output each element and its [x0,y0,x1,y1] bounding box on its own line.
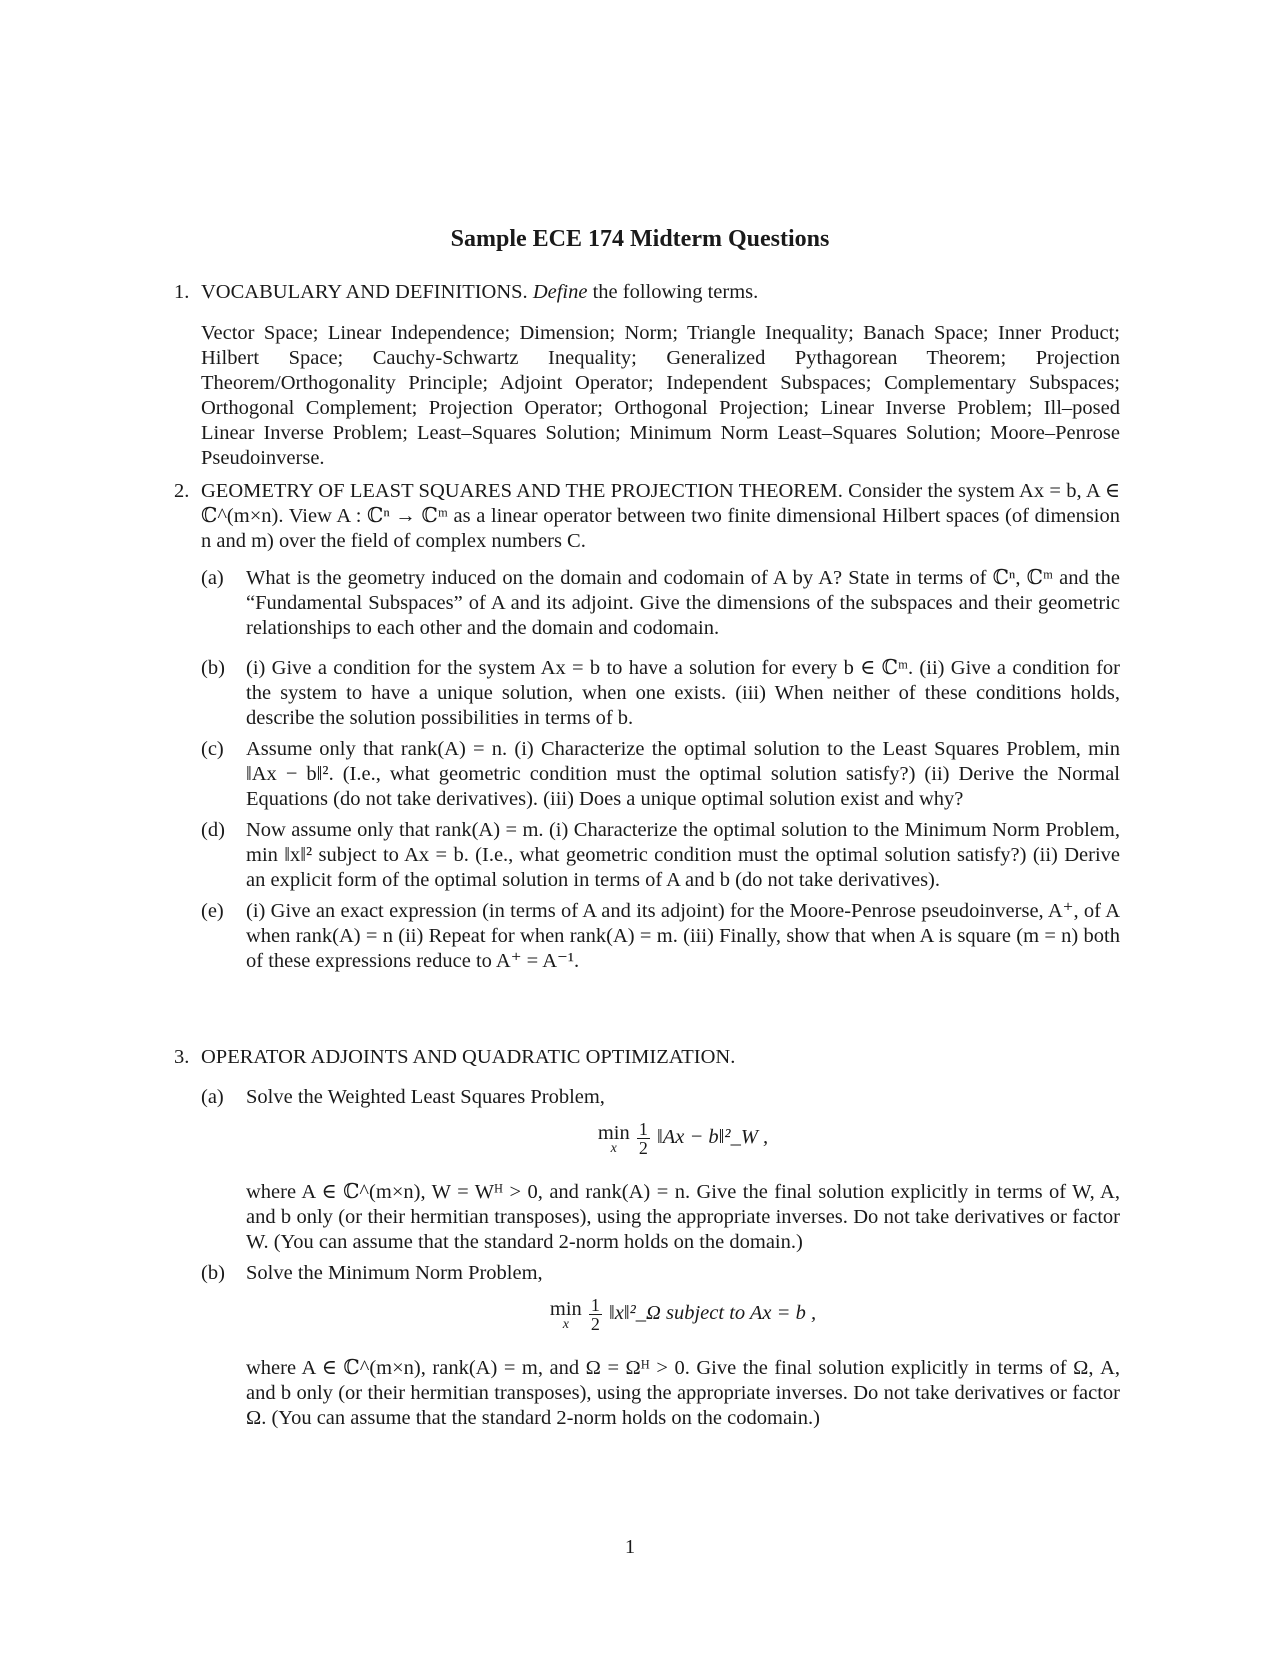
part-text: where A ∈ ℂ^(m×n), W = Wᴴ > 0, and rank(A) = n. Give the final solution explicitly in terms of W, A, and b only (or their hermitian transposes), using the appropriate inverses. Do not take derivatives or factor W. (You can assume that the standard 2-norm holds on the domain.) [246,1181,1120,1253]
question-intro: GEOMETRY OF LEAST SQUARES AND THE PROJECTION THEOREM. Consider the system Ax = b, A ∈ ℂ^(m×n). View A : ℂⁿ → ℂᵐ as a linear operator between two finite dimensional Hilbert spaces (of dimension n and m) over the field of complex numbers C. [201,480,1120,552]
part-a [201,1085,1120,1255]
weighted-least-squares-equation: min x $\frac{1}{2}$ ‖Ax − b‖²_W , [597,1119,769,1158]
question-number: 1. [174,281,190,303]
part-label: (d) [201,819,225,841]
question-2 [174,479,1120,974]
part-a [201,566,1120,641]
part-text: Assume only that rank(A) = n. (i) Characterize the optimal solution to the Least Squares Problem, min ‖Ax − b‖². (I.e., what geometric condition must the optimal solution satisfy?) (ii) Derive the Normal Equations (do not take derivatives). (iii) Does a unique optimal solution exist and why? [246,738,1120,810]
part-label: (c) [201,738,224,760]
part-label: (b) [201,1262,225,1284]
part-text: (i) Give a condition for the system Ax = b to have a solution for every b ∈ ℂᵐ. (ii) Give a condition for the system to have a unique solution, when one exists. (iii) When neither of these conditions holds, describe the solution possibilities in terms of b. [246,657,1120,729]
page-title: Sample ECE 174 Midterm Questions [450,226,830,252]
question-heading: VOCABULARY AND DEFINITIONS. Define the following terms. [201,281,759,303]
question-number: 3. [174,1046,190,1068]
part-label: (b) [201,657,225,679]
part-label: (a) [201,1086,224,1108]
part-label: (a) [201,567,224,589]
part-e [201,899,1120,974]
part-label: (e) [201,900,224,922]
part-text: (i) Give an exact expression (in terms of A and its adjoint) for the Moore-Penrose pseudoinverse, A⁺, of A when rank(A) = n (ii) Repeat for when rank(A) = m. (iii) Finally, show that when A is square (m = n) both of these expressions reduce to A⁺ = A⁻¹. [246,900,1120,972]
part-b [201,1261,1120,1431]
part-text: where A ∈ ℂ^(m×n), rank(A) = m, and Ω = Ωᴴ > 0. Give the final solution explicitly in terms of Ω, A, and b only (or their hermitian transposes), using the appropriate inverses. Do not take derivatives or factor Ω. (You can assume that the standard 2-norm holds on the codomain.) [246,1357,1120,1429]
part-text: Now assume only that rank(A) = m. (i) Characterize the optimal solution to the Minimum Norm Problem, min ‖x‖² subject to Ax = b. (I.e., what geometric condition must the optimal solution satisfy?) (ii) Derive an explicit form of the optimal solution in terms of A and b (do not take derivatives). [246,819,1120,891]
question-heading: OPERATOR ADJOINTS AND QUADRATIC OPTIMIZATION. [201,1046,736,1068]
part-d [201,818,1120,893]
question-3 [174,1045,1120,1431]
question-number: 2. [174,480,190,502]
part-b [201,656,1120,731]
part-c [201,737,1120,812]
minimum-norm-equation: min x $\frac{1}{2}$ ‖x‖²_Ω subject to Ax = b , [549,1295,817,1334]
question-1 [174,280,1120,471]
part-lead: Solve the Weighted Least Squares Problem, [246,1086,605,1108]
page-number: 1 [624,1536,636,1558]
vocabulary-terms: Vector Space; Linear Independence; Dimension; Norm; Triangle Inequality; Banach Space; Inner Product; Hilbert Space; Cauchy-Schwartz Inequality; Generalized Pythagorean Theorem; Projection Theorem/Orthogonality Principle; Adjoint Operator; Independent Subspaces; Complementary Subspaces; Orthogonal Complement; Projection Operator; Orthogonal Projection; Linear Inverse Problem; Ill–posed Linear Inverse Problem; Least–Squares Solution; Minimum Norm Least–Squares Solution; Moore–Penrose Pseudoinverse. [201,322,1120,469]
part-lead: Solve the Minimum Norm Problem, [246,1262,543,1284]
part-text: What is the geometry induced on the domain and codomain of A by A? State in terms of ℂⁿ, ℂᵐ and the “Fundamental Subspaces” of A and its adjoint. Give the dimensions of the subspaces and their geometric relationships to each other and the domain and codomain. [246,567,1120,639]
